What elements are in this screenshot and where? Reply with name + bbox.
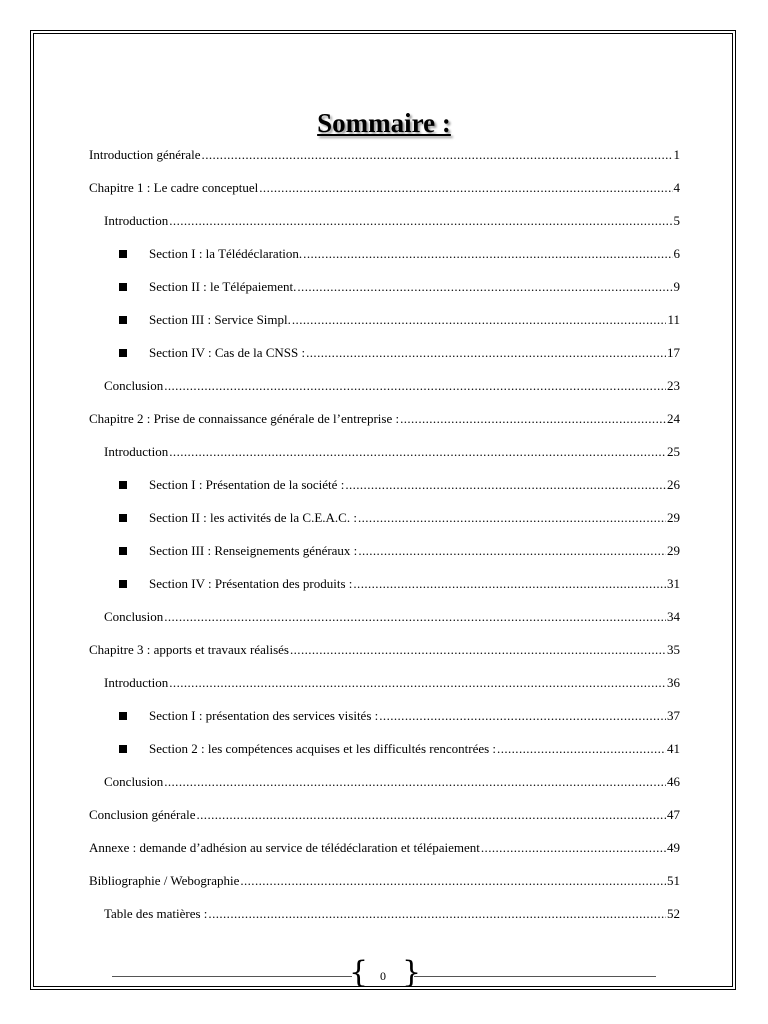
toc-entry-label: Conclusion bbox=[104, 774, 164, 789]
toc-entry[interactable] bbox=[104, 607, 680, 627]
toc-entry[interactable] bbox=[89, 838, 680, 858]
toc-dot-leader bbox=[290, 640, 666, 660]
square-bullet-icon bbox=[119, 514, 127, 522]
toc-entry-label: Chapitre 1 : Le cadre conceptuel bbox=[89, 180, 259, 195]
toc-dot-leader bbox=[169, 673, 666, 693]
toc-entry-label: Section I : Présentation de la société : bbox=[149, 477, 345, 492]
toc-entry[interactable] bbox=[149, 706, 680, 726]
toc-entry[interactable] bbox=[89, 640, 680, 660]
toc-entry-page: 17 bbox=[667, 345, 680, 360]
toc-entry-label: Annexe : demande d’adhésion au service de télédéclaration et télépaiement bbox=[89, 840, 480, 855]
square-bullet-icon bbox=[119, 250, 127, 258]
toc-entry[interactable] bbox=[104, 673, 680, 693]
toc-entry[interactable] bbox=[149, 475, 680, 495]
toc-entry[interactable] bbox=[104, 211, 680, 231]
toc-dot-leader bbox=[169, 211, 672, 231]
toc-entry-label: Section I : présentation des services visités : bbox=[149, 708, 379, 723]
footer-line-left bbox=[112, 976, 352, 977]
toc-entry[interactable] bbox=[149, 310, 680, 330]
square-bullet-icon bbox=[119, 481, 127, 489]
toc-entry-page: 41 bbox=[667, 741, 680, 756]
toc-entry-label: Chapitre 2 : Prise de connaissance générale de l’entreprise : bbox=[89, 411, 400, 426]
toc-entry-page: 9 bbox=[673, 279, 680, 294]
toc-entry-page: 29 bbox=[667, 510, 680, 525]
toc-entry-page: 31 bbox=[667, 576, 680, 591]
toc-dot-leader bbox=[481, 838, 666, 858]
toc-entry-label: Section IV : Présentation des produits : bbox=[149, 576, 353, 591]
toc-entry-label: Introduction bbox=[104, 675, 169, 690]
toc-entry[interactable] bbox=[89, 805, 680, 825]
toc-dot-leader bbox=[292, 310, 667, 330]
square-bullet-icon bbox=[119, 712, 127, 720]
toc-dot-leader bbox=[259, 178, 672, 198]
toc-entry-label: Bibliographie / Webographie bbox=[89, 873, 240, 888]
toc-entry-page: 29 bbox=[667, 543, 680, 558]
toc-entry-label: Introduction bbox=[104, 444, 169, 459]
toc-entry-label: Introduction bbox=[104, 213, 169, 228]
toc-entry[interactable] bbox=[149, 541, 680, 561]
toc-entry-page: 6 bbox=[673, 246, 680, 261]
square-bullet-icon bbox=[119, 580, 127, 588]
toc-dot-leader bbox=[197, 805, 667, 825]
toc-dot-leader bbox=[164, 607, 666, 627]
toc-entry-page: 52 bbox=[667, 906, 680, 921]
toc-dot-leader bbox=[169, 442, 666, 462]
toc-entry-page: 26 bbox=[667, 477, 680, 492]
toc-entry-page: 35 bbox=[667, 642, 680, 657]
toc-entry-page: 25 bbox=[667, 444, 680, 459]
square-bullet-icon bbox=[119, 745, 127, 753]
toc-entry-page: 47 bbox=[667, 807, 680, 822]
toc-entry[interactable] bbox=[89, 871, 680, 891]
toc-entry[interactable] bbox=[149, 574, 680, 594]
toc-entry-page: 1 bbox=[673, 147, 680, 162]
toc-entry-label: Section IV : Cas de la CNSS : bbox=[149, 345, 306, 360]
toc-entry-page: 49 bbox=[667, 840, 680, 855]
toc-dot-leader bbox=[358, 508, 666, 528]
toc-entry-page: 5 bbox=[673, 213, 680, 228]
toc-entry-page: 34 bbox=[667, 609, 680, 624]
toc-dot-leader bbox=[345, 475, 666, 495]
toc-entry[interactable] bbox=[89, 178, 680, 198]
toc-entry-label: Conclusion générale bbox=[89, 807, 196, 822]
toc-entry[interactable] bbox=[104, 904, 680, 924]
toc-dot-leader bbox=[164, 376, 666, 396]
page-title: Sommaire : bbox=[317, 108, 451, 138]
toc-dot-leader bbox=[208, 904, 666, 924]
toc-dot-leader bbox=[306, 343, 666, 363]
square-bullet-icon bbox=[119, 547, 127, 555]
toc-entry[interactable] bbox=[89, 145, 680, 165]
toc-dot-leader bbox=[303, 244, 672, 264]
toc-entry-page: 23 bbox=[667, 378, 680, 393]
toc-entry[interactable] bbox=[104, 376, 680, 396]
toc-entry-label: Section II : le Télépaiement. bbox=[149, 279, 297, 294]
toc-entry-label: Section III : Service Simpl. bbox=[149, 312, 291, 327]
square-bullet-icon bbox=[119, 316, 127, 324]
toc-entry-label: Section III : Renseignements généraux : bbox=[149, 543, 358, 558]
toc-entry[interactable] bbox=[149, 508, 680, 528]
toc-entry-label: Chapitre 3 : apports et travaux réalisés bbox=[89, 642, 289, 657]
toc-entry[interactable] bbox=[104, 772, 680, 792]
toc-dot-leader bbox=[358, 541, 666, 561]
toc-entry-label: Conclusion bbox=[104, 609, 164, 624]
footer-page-number: 0 bbox=[380, 969, 386, 983]
toc-entry-page: 4 bbox=[673, 180, 680, 195]
square-bullet-icon bbox=[119, 349, 127, 357]
toc-entry[interactable] bbox=[149, 244, 680, 264]
toc-entry-page: 11 bbox=[667, 312, 680, 327]
toc-entry-label: Introduction générale bbox=[89, 147, 201, 162]
toc-entry[interactable] bbox=[149, 739, 680, 759]
toc-dot-leader bbox=[497, 739, 666, 759]
toc-dot-leader bbox=[297, 277, 672, 297]
footer-brace-left-icon: { bbox=[349, 955, 369, 990]
toc-dot-leader bbox=[353, 574, 666, 594]
toc-entry-label: Conclusion bbox=[104, 378, 164, 393]
footer-line-right bbox=[414, 976, 656, 977]
toc-dot-leader bbox=[240, 871, 666, 891]
toc-entry-label: Section 2 : les compétences acquises et les difficultés rencontrées : bbox=[149, 741, 497, 756]
toc-entry-page: 51 bbox=[667, 873, 680, 888]
footer-brace-right-icon: } bbox=[402, 955, 422, 990]
toc-entry-label: Section I : la Télédéclaration. bbox=[149, 246, 303, 261]
toc-dot-leader bbox=[202, 145, 673, 165]
toc-entry[interactable] bbox=[104, 442, 680, 462]
toc-entry[interactable] bbox=[149, 343, 680, 363]
toc-dot-leader bbox=[400, 409, 666, 429]
toc-entry-page: 37 bbox=[667, 708, 680, 723]
toc-entry-label: Table des matières : bbox=[104, 906, 208, 921]
toc-entry-page: 36 bbox=[667, 675, 680, 690]
toc-entry-page: 46 bbox=[667, 774, 680, 789]
square-bullet-icon bbox=[119, 283, 127, 291]
toc-dot-leader bbox=[164, 772, 666, 792]
toc-entry-label: Section II : les activités de la C.E.A.C. : bbox=[149, 510, 357, 525]
toc-dot-leader bbox=[379, 706, 666, 726]
toc-entry-page: 24 bbox=[667, 411, 680, 426]
toc-entry[interactable] bbox=[149, 277, 680, 297]
toc-entry[interactable] bbox=[89, 409, 680, 429]
